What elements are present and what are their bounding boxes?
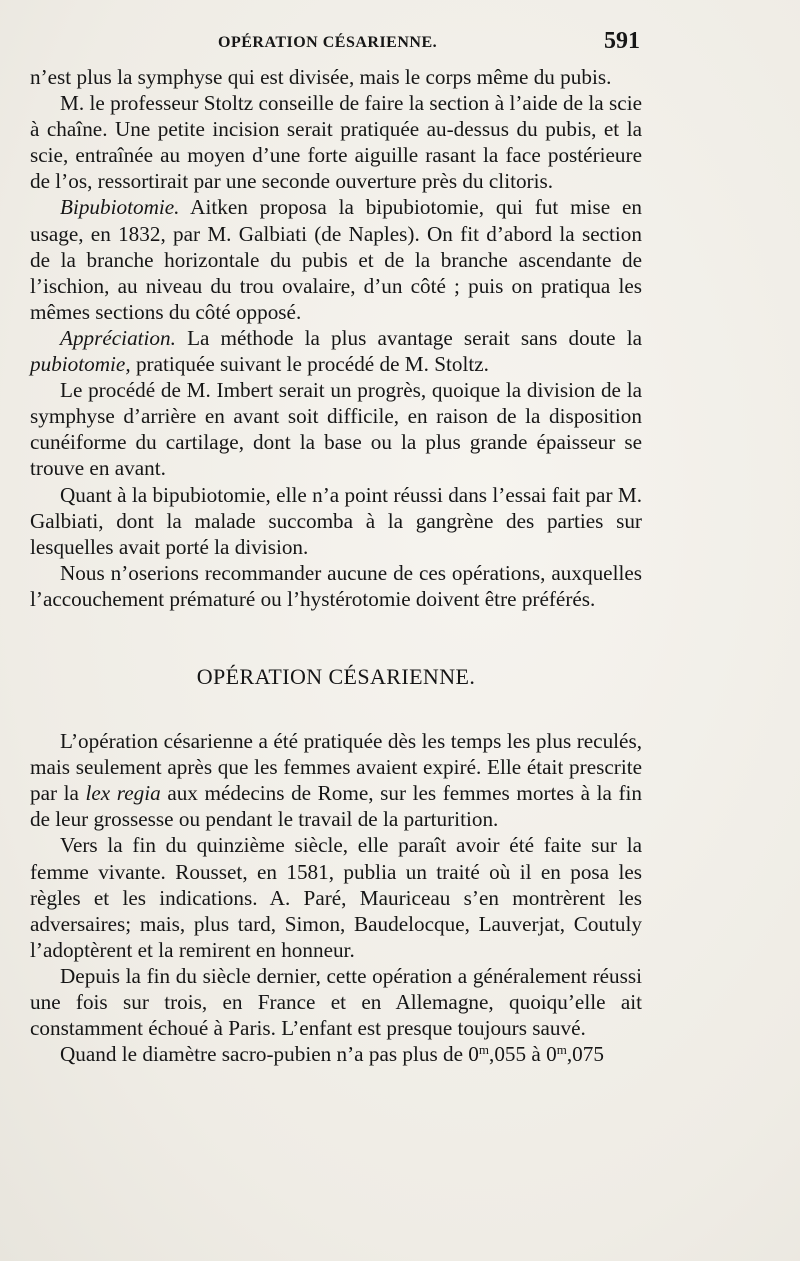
running-head — [40, 28, 640, 58]
unit-m-1: m — [478, 1042, 490, 1058]
paragraph-continuation: n’est plus la symphyse qui est divisée, mais le corps même du pubis. — [30, 65, 612, 89]
paragraph-diametre-c: ,075 — [566, 1042, 604, 1067]
paragraph-diametre — [30, 1041, 642, 1067]
body-text — [30, 64, 642, 1067]
paragraph-appreciation-a: La méthode la plus avantage serait sans doute la — [187, 325, 643, 350]
paragraph-recommandation: Nous n’oserions recommander aucune de ces opérations, auxquelles l’accouchement prématuré ou l’hystérotomie doivent être préférés. — [30, 560, 642, 611]
section-title: OPÉRATION CÉSARIENNE. — [196, 663, 476, 689]
unit-m-2: m — [556, 1042, 567, 1058]
paragraph-stoltz: M. le professeur Stoltz conseille de faire la section à l’aide de la scie à chaîne. Une petite incision serait pratiquée au-dessus du pubis, et la scie, entraînée au moyen d’une forte aiguille rasant la face postérieure de l’os, ressortirait par une seconde ouverture près du clitoris. — [30, 91, 642, 194]
paragraph-bipubiotomie-text: Aitken proposa la bipubiotomie, qui fut mise en usage, en 1832, par M. Galbiati (de Naples). On fit d’abord la section de la branche horizontale du pubis et de la branche ascendante de l’ischion, au niveau du trou ovalaire, d’un côté ; puis on pratiqua les mêmes sections du côté opposé. — [30, 195, 642, 324]
paragraph-cesarienne-origine-a: L’opération césarienne a été pratiquée dès les temps les plus reculés, mais seulement après que les femmes avaient expiré. Elle était prescrite par la — [30, 729, 642, 806]
paragraph-quinzieme-siecle: Vers la fin du quinzième siècle, elle paraît avoir été faite sur la femme vivante. Rousset, en 1581, publia un traité où il en posa les règles et les indications. A. Paré, Mauriceau s’en montrèrent les adversaires; mais, plus tard, Simon, Baudelocque, Lauverjat, Coutuly l’adoptèrent et la remirent en honneur. — [30, 833, 642, 962]
paragraph-siecle-dernier: Depuis la fin du siècle dernier, cette opération a généralement réussi une fois sur trois, en France et en Allemagne, quoiqu’elle ait constamment échoué à Paris. L’enfant est presque toujours sauvé. — [30, 963, 642, 1041]
paragraph-cesarienne-origine — [30, 728, 642, 832]
paragraph-cesarienne-origine-b: aux médecins de Rome, sur les femmes mortes à la fin de leur grossesse ou pendant le travail de la parturition. — [30, 781, 642, 832]
paragraph-appreciation-b: pratiquée suivant le procédé de M. Stoltz. — [135, 352, 489, 377]
running-title: OPÉRATION CÉSARIENNE. — [218, 34, 438, 51]
paragraph-diametre-b: ,055 à 0 — [489, 1042, 557, 1067]
lead-bipubiotomie: Bipubiotomie. — [60, 195, 180, 220]
paragraph-galbiati: Quant à la bipubiotomie, elle n’a point réussi dans l’essai fait par M. Galbiati, dont la malade succomba à la gangrène des parties sur lesquelles avait porté la division. — [30, 482, 642, 559]
term-lex-regia: lex regia — [85, 781, 161, 806]
term-pubiotomie: pubiotomie, — [30, 352, 131, 377]
page-number: 591 — [604, 28, 640, 54]
paragraph-appreciation — [30, 325, 642, 377]
paragraph-imbert: Le procédé de M. Imbert serait un progrès, quoique la division de la symphyse d’arrière en avant soit difficile, en raison de la disposition cunéiforme du cartilage, dont la base ou la plus grande épaisseur se trouve en avant. — [30, 378, 642, 481]
paragraph-diametre-a: Quand le diamètre sacro-pubien n’a pas plus de 0 — [60, 1042, 479, 1067]
paragraph-bipubiotomie — [30, 194, 642, 324]
lead-appreciation: Appréciation. — [60, 325, 176, 350]
